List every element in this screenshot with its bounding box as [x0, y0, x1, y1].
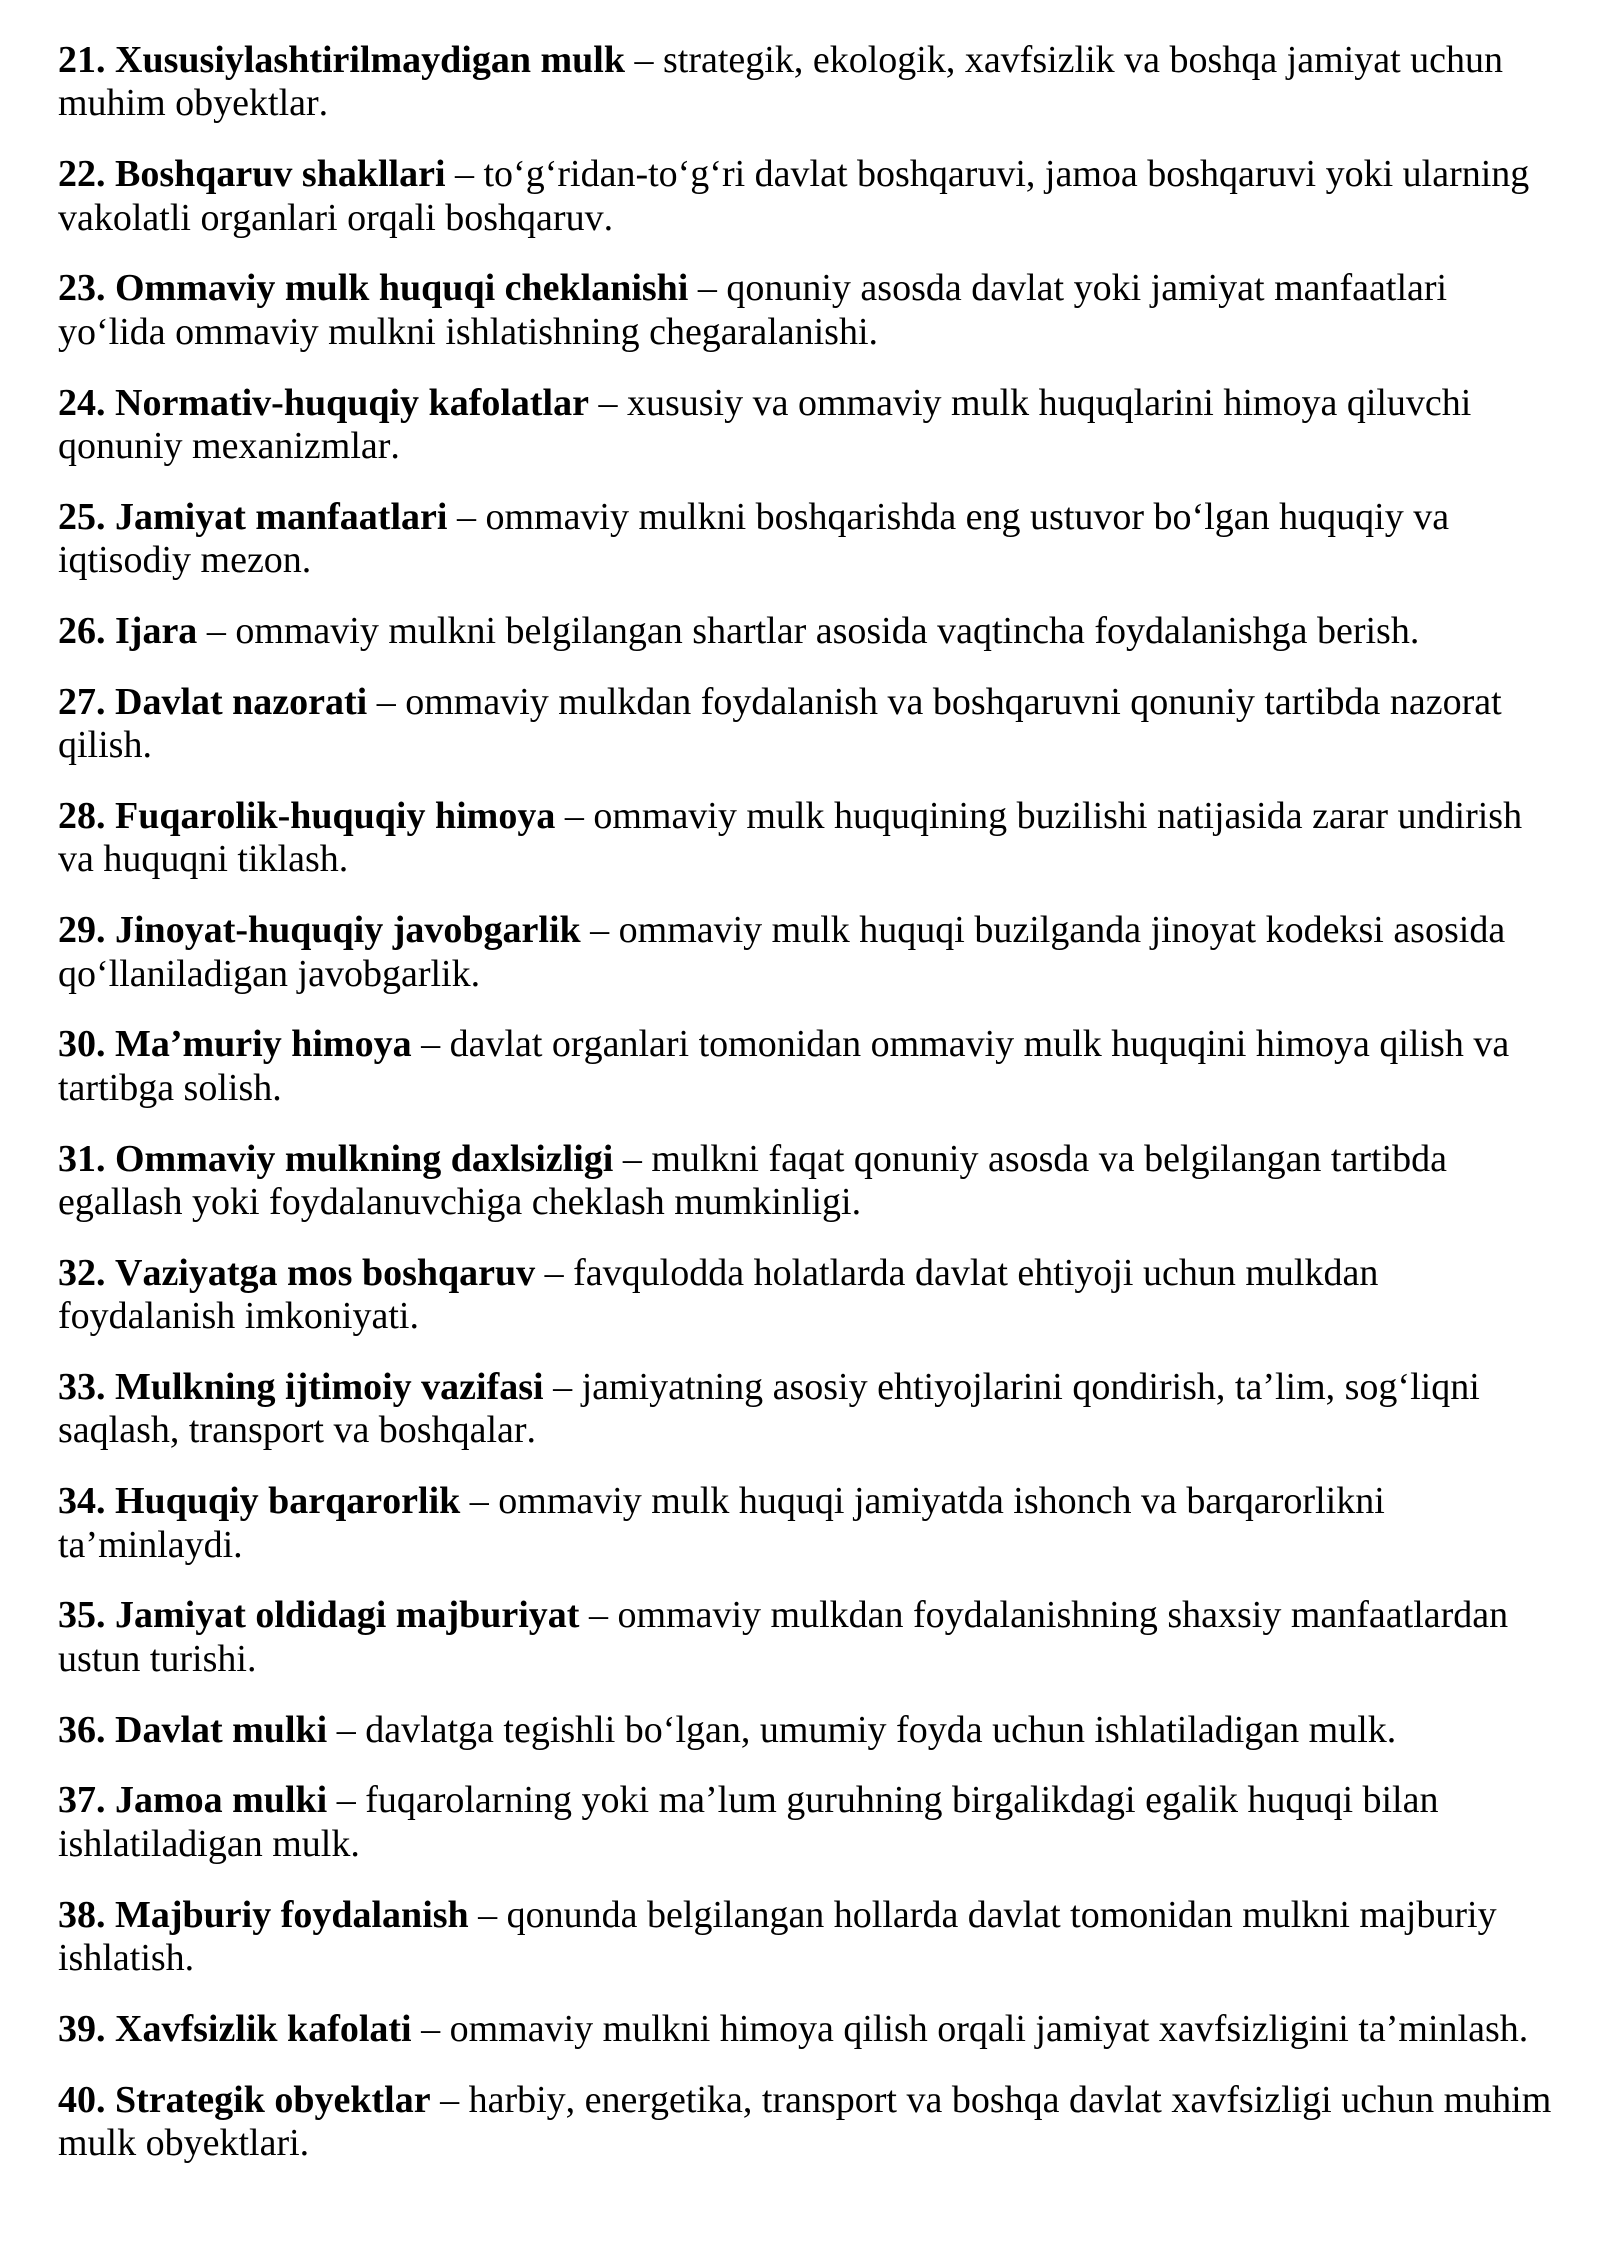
entry-term: Boshqaruv shakllari — [115, 153, 446, 196]
entry-heading — [58, 1480, 460, 1522]
entry-definition: – favqulodda holatlarda davlat ehtiyoji uchun mulkdan foydalanish imkoniyati. — [58, 1251, 1379, 1338]
entry-heading — [58, 795, 555, 837]
entry-heading — [58, 1894, 469, 1936]
entry-definition: – ommaviy mulkni boshqarishda eng ustuvor bo‘lgan huquqiy va iqtisodiy mezon. — [58, 495, 1450, 582]
glossary-entry — [58, 153, 1558, 240]
entry-term: Ommaviy mulk huquqi cheklanishi — [115, 267, 689, 310]
entry-number: 37. — [58, 1779, 106, 1822]
entry-heading — [58, 909, 581, 951]
entry-definition: – ommaviy mulkni himoya qilish orqali jamiyat xavfsizligini ta’minlash. — [421, 2007, 1529, 2050]
entry-term: Ijara — [115, 610, 198, 653]
glossary-entry — [58, 1252, 1558, 1339]
entry-heading — [58, 267, 688, 309]
glossary-entry — [58, 1779, 1558, 1866]
entry-heading — [58, 1594, 579, 1636]
entry-heading — [58, 153, 446, 195]
entry-number: 31. — [58, 1137, 106, 1180]
entry-term: Davlat mulki — [115, 1708, 328, 1751]
entry-heading — [58, 1709, 327, 1751]
entry-definition: – qonunda belgilangan hollarda davlat tomonidan mulkni majburiy ishlatish. — [58, 1893, 1497, 1980]
entry-definition: – fuqarolarning yoki ma’lum guruhning birgalikdagi egalik huquqi bilan ishlatiladigan mulk. — [58, 1779, 1439, 1865]
entry-number: 33. — [58, 1366, 106, 1409]
glossary-entry — [58, 2079, 1558, 2166]
entry-term: Huquqiy barqarorlik — [115, 1480, 461, 1523]
entry-heading — [58, 2079, 431, 2121]
glossary-entry — [58, 610, 1558, 653]
entry-heading — [58, 39, 625, 81]
glossary-list — [58, 39, 1558, 2193]
entry-number: 35. — [58, 1594, 106, 1637]
glossary-entry — [58, 267, 1558, 354]
glossary-entry — [58, 1709, 1558, 1752]
glossary-entry — [58, 382, 1558, 469]
entry-definition: – jamiyatning asosiy ehtiyojlarini qondirish, ta’lim, sog‘liqni saqlash, transport va boshqalar. — [58, 1366, 1480, 1452]
entry-definition: – strategik, ekologik, xavfsizlik va boshqa jamiyat uchun muhim obyektlar. — [58, 39, 1504, 125]
entry-heading — [58, 496, 447, 538]
entry-heading — [58, 681, 367, 723]
glossary-entry — [58, 39, 1558, 126]
entry-number: 28. — [58, 795, 106, 838]
entry-number: 26. — [58, 610, 106, 653]
entry-heading — [58, 382, 589, 424]
entry-number: 22. — [58, 153, 106, 196]
entry-heading — [58, 2008, 412, 2050]
glossary-entry — [58, 1894, 1558, 1981]
entry-number: 40. — [58, 2078, 106, 2121]
entry-definition: – ommaviy mulkdan foydalanishning shaxsiy manfaatlardan ustun turishi. — [58, 1594, 1509, 1680]
entry-definition: – qonuniy asosda davlat yoki jamiyat manfaatlari yo‘lida ommaviy mulkni ishlatishning chegaralanishi. — [58, 267, 1448, 353]
entry-number: 24. — [58, 381, 106, 424]
entry-term: Normativ-huquqiy kafolatlar — [115, 381, 589, 424]
entry-term: Strategik obyektlar — [115, 2078, 431, 2121]
entry-term: Fuqarolik-huquqiy himoya — [115, 795, 556, 838]
entry-number: 38. — [58, 1893, 106, 1936]
entry-heading — [58, 610, 197, 652]
entry-number: 21. — [58, 39, 106, 81]
entry-definition: – ommaviy mulk huquqi jamiyatda ishonch va barqarorlikni ta’minlaydi. — [58, 1480, 1385, 1566]
entry-definition: – ommaviy mulk huquqining buzilishi natijasida zarar undirish va huquqni tiklash. — [58, 795, 1523, 881]
entry-definition: – ommaviy mulkni belgilangan shartlar asosida vaqtincha foydalanishga berish. — [206, 610, 1420, 653]
entry-definition: – harbiy, energetika, transport va boshqa davlat xavfsizligi uchun muhim mulk obyektlari. — [58, 2078, 1552, 2165]
entry-number: 27. — [58, 680, 106, 723]
entry-term: Ommaviy mulkning daxlsizligi — [115, 1137, 614, 1180]
entry-term: Vaziyatga mos boshqaruv — [115, 1251, 536, 1294]
entry-definition: – ommaviy mulkdan foydalanish va boshqaruvni qonuniy tartibda nazorat qilish. — [58, 680, 1502, 767]
entry-term: Xususiylashtirilmaydigan mulk — [115, 39, 625, 81]
entry-heading — [58, 1366, 544, 1408]
glossary-entry — [58, 1138, 1558, 1225]
entry-number: 29. — [58, 909, 106, 952]
entry-term: Jamiyat manfaatlari — [115, 495, 448, 538]
entry-number: 34. — [58, 1480, 106, 1523]
entry-heading — [58, 1779, 327, 1821]
entry-number: 25. — [58, 495, 106, 538]
glossary-entry — [58, 2008, 1558, 2051]
entry-term: Ma’muriy himoya — [115, 1023, 412, 1066]
entry-number: 36. — [58, 1708, 106, 1751]
entry-term: Jamiyat oldidagi majburiyat — [115, 1594, 580, 1637]
entry-definition: – to‘g‘ridan-to‘g‘ri davlat boshqaruvi, jamoa boshqaruvi yoki ularning vakolatli organlari orqali boshqaruv. — [58, 153, 1530, 239]
glossary-entry — [58, 496, 1558, 583]
glossary-entry — [58, 1366, 1558, 1453]
entry-term: Jinoyat-huquqiy javobgarlik — [115, 909, 581, 952]
glossary-entry — [58, 909, 1558, 996]
entry-term: Majburiy foydalanish — [115, 1893, 469, 1936]
entry-definition: – davlat organlari tomonidan ommaviy mulk huquqini himoya qilish va tartibga solish. — [58, 1023, 1510, 1109]
entry-term: Jamoa mulki — [115, 1779, 328, 1822]
entry-number: 32. — [58, 1251, 106, 1294]
entry-term: Xavfsizlik kafolati — [115, 2007, 412, 2050]
entry-heading — [58, 1252, 535, 1294]
glossary-entry — [58, 795, 1558, 882]
entry-definition: – xususiy va ommaviy mulk huquqlarini himoya qiluvchi qonuniy mexanizmlar. — [58, 381, 1472, 468]
entry-heading — [58, 1023, 412, 1065]
entry-term: Davlat nazorati — [115, 680, 368, 723]
entry-number: 23. — [58, 267, 106, 310]
entry-number: 39. — [58, 2007, 106, 2050]
glossary-entry — [58, 1480, 1558, 1567]
entry-heading — [58, 1138, 613, 1180]
entry-term: Mulkning ijtimoiy vazifasi — [115, 1366, 544, 1409]
glossary-entry — [58, 1023, 1558, 1110]
entry-definition: – davlatga tegishli bo‘lgan, umumiy foyda uchun ishlatiladigan mulk. — [336, 1708, 1397, 1751]
entry-definition: – ommaviy mulk huquqi buzilganda jinoyat kodeksi asosida qo‘llaniladigan javobgarlik. — [58, 909, 1506, 995]
entry-number: 30. — [58, 1023, 106, 1066]
entry-definition: – mulkni faqat qonuniy asosda va belgilangan tartibda egallash yoki foydalanuvchiga cheklash mumkinligi. — [58, 1137, 1447, 1224]
glossary-entry — [58, 1594, 1558, 1681]
glossary-entry — [58, 681, 1558, 768]
